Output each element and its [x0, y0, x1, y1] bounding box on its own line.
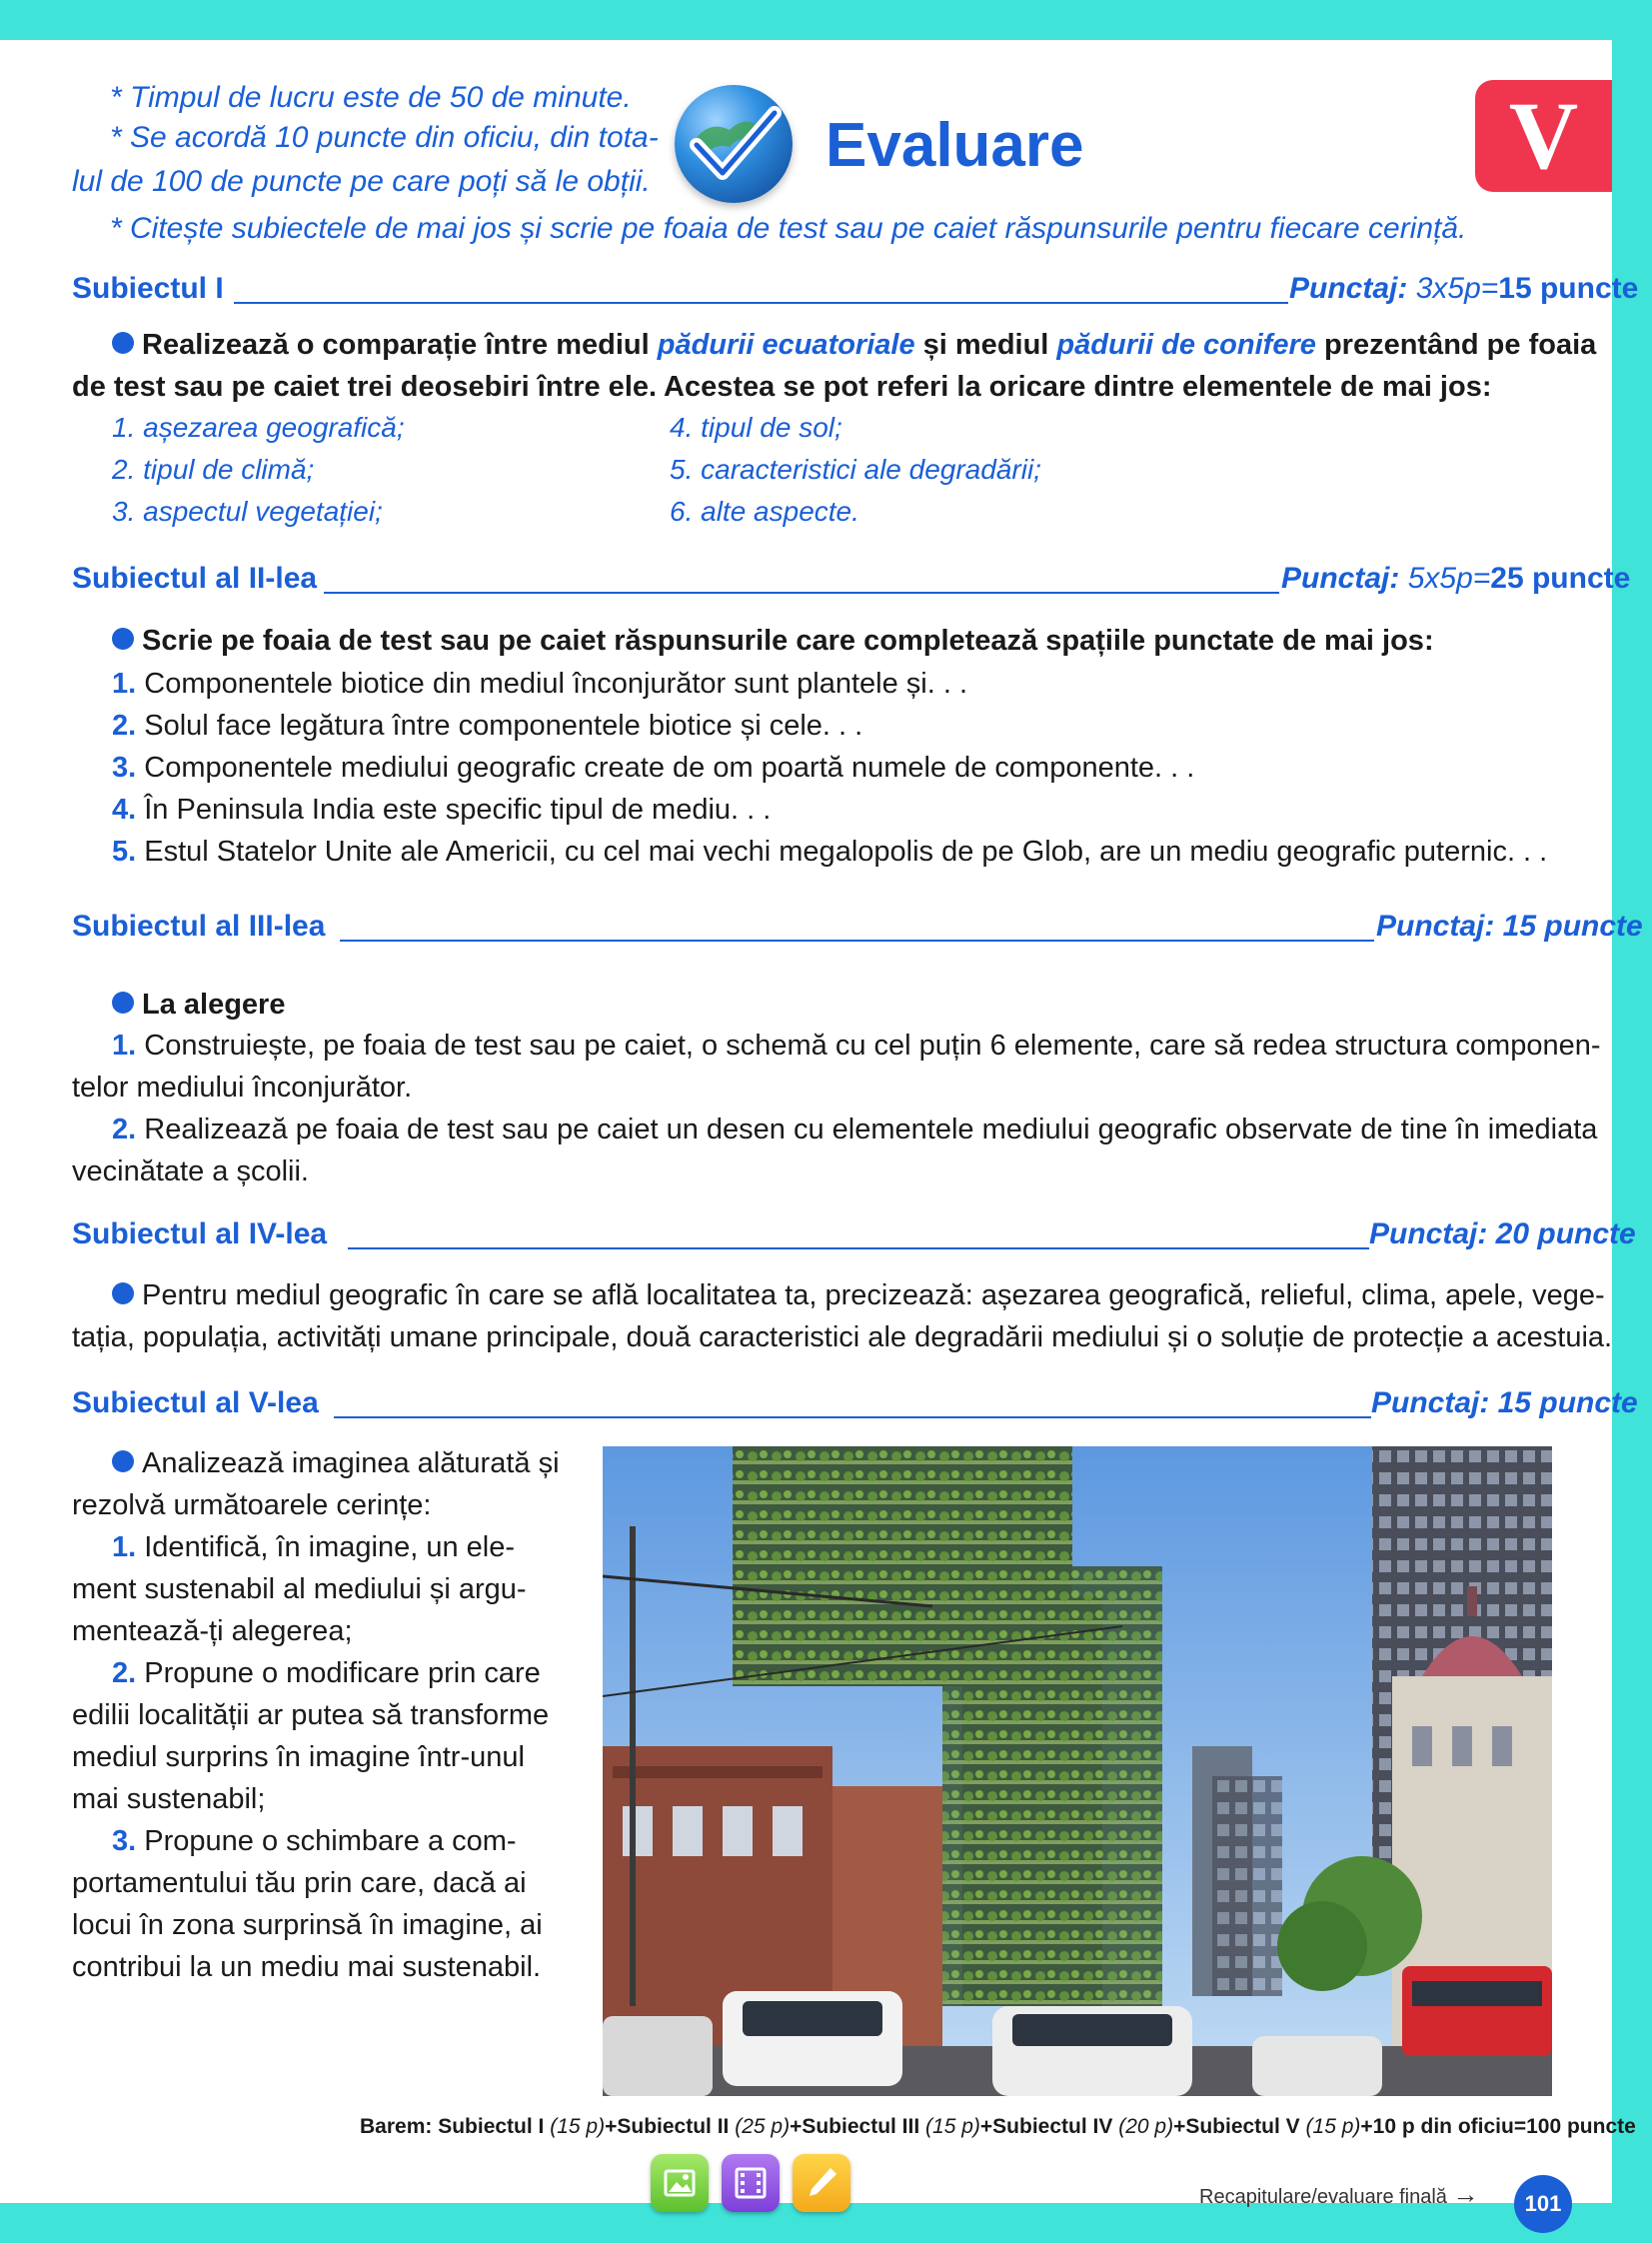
subject-5-item-1: 1. Identifică, în imagine, un ele- [112, 1531, 516, 1563]
subject-5-line-13: contribui la un mediu mai sustenabil. [72, 1951, 542, 1983]
subject-5-line-4: ment sustenabil al mediului și argu- [72, 1573, 527, 1605]
subject-5-line-7: edilii localității ar putea să transforme [72, 1699, 550, 1731]
intro-points-note-cont: lul de 100 de puncte pe care poți să le obții. [72, 165, 651, 198]
intro-time-note: * Timpul de lucru este de 50 de minute. [110, 81, 632, 114]
subject-1-instruction: Realizează o comparație între mediul pădurii ecuatoriale și mediul pădurii de conifere prezentând pe foaia [72, 324, 1571, 366]
subject-5-title: Subiectul al V-lea [72, 1386, 319, 1419]
green-building-photo [603, 1446, 1552, 2096]
subject-1-score: Punctaj: 3x5p=15 puncte [1289, 272, 1639, 305]
option-6: 6. alte aspecte. [670, 496, 859, 527]
grading-scheme: Barem: Subiectul I (15 p)+Subiectul II (25 p)+Subiectul III (15 p)+Subiectul IV (20 p)+Subiectul V (15 p)+10 p din oficiu=100 puncte [360, 2115, 1636, 2138]
subject-5-line-11: portamentului tău prin care, dacă ai [72, 1867, 527, 1899]
option-2: 2. tipul de climă; [112, 454, 315, 485]
subject-5-item-2: 2. Propune o modificare prin care [112, 1657, 541, 1689]
subject-2-item-2: 2. Solul face legătura între componentele biotice și cele. . . [112, 710, 863, 742]
subject-2-title: Subiectul al II-lea [72, 562, 318, 595]
subject-2-rule [324, 592, 1279, 594]
subject-5-line-2: rezolvă următoarele cerințe: [72, 1489, 432, 1521]
subject-3-score: Punctaj: 15 puncte [1376, 910, 1643, 943]
subject-5-line-1: Analizează imaginea alăturată și [112, 1447, 560, 1480]
pencil-edit-icon[interactable] [793, 2154, 850, 2212]
bullet-icon [112, 992, 134, 1014]
page-title: Evaluare [826, 111, 1084, 180]
subject-4-instruction: Pentru mediul geografic în care se află localitatea ta, precizează: așezarea geografică, relieful, clima, apele, vege- [112, 1279, 1605, 1312]
subject-5-line-12: locui în zona surprinsă în imagine, ai [72, 1909, 543, 1941]
right-frame-bar [1612, 0, 1652, 2243]
subject-5-line-9: mai sustenabil; [72, 1783, 266, 1815]
option-1: 1. așezarea geografică; [112, 412, 405, 443]
subject-4-score: Punctaj: 20 puncte [1369, 1217, 1636, 1250]
page-number: 101 [1514, 2175, 1572, 2233]
subject-1-rule [234, 302, 1288, 304]
image-gallery-icon[interactable] [651, 2154, 709, 2212]
subject-3-rule [340, 940, 1374, 942]
subject-3-item-1-cont: telor mediului înconjurător. [72, 1072, 413, 1104]
globe-check-icon [675, 85, 793, 203]
arrow-right-icon: → [1452, 2179, 1479, 2209]
video-film-icon[interactable] [722, 2154, 780, 2212]
subject-4-rule [348, 1247, 1369, 1249]
subject-3-title: Subiectul al III-lea [72, 910, 326, 943]
subject-2-instruction: Scrie pe foaia de test sau pe caiet răspunsurile care completează spațiile punctate de mai jos: [112, 620, 1434, 662]
subject-4-instruction-cont: tația, populația, activități umane principale, două caracteristici ale degradării mediului și o soluție de protecție a acestuia. [72, 1321, 1613, 1353]
option-4: 4. tipul de sol; [670, 412, 842, 443]
bullet-icon [112, 628, 134, 650]
subject-3-item-2-cont: vecinătate a școlii. [72, 1155, 309, 1187]
subject-1-instruction-cont: de test sau pe caiet trei deosebiri între ele. Acestea se pot referi la oricare dintre elementele de mai jos: [72, 371, 1492, 403]
unit-badge: V [1475, 80, 1612, 192]
bullet-icon [112, 332, 134, 354]
subject-2-item-3: 3. Componentele mediului geografic create de om poartă numele de componente. . . [112, 752, 1195, 784]
option-5: 5. caracteristici ale degradării; [670, 454, 1041, 485]
bullet-icon [112, 1282, 134, 1304]
subject-5-rule [334, 1416, 1371, 1418]
top-frame-bar [0, 0, 1652, 40]
subject-2-item-4: 4. În Peninsula India este specific tipul de mediu. . . [112, 794, 772, 826]
intro-instructions: * Citește subiectele de mai jos și scrie pe foaia de test sau pe caiet răspunsurile pentru fiecare cerință. [110, 212, 1467, 245]
subject-3-instruction: La alegere [112, 984, 285, 1026]
intro-points-note: * Se acordă 10 puncte din oficiu, din tota- [110, 121, 659, 154]
subject-5-line-8: mediul surprins în imagine într-unul [72, 1741, 525, 1773]
subject-2-item-5: 5. Estul Statelor Unite ale Americii, cu cel mai vechi megalopolis de pe Glob, are un mediu geografic puternic. . . [112, 836, 1548, 868]
subject-2-score: Punctaj: 5x5p=25 puncte [1281, 562, 1631, 595]
subject-5-score: Punctaj: 15 puncte [1371, 1386, 1638, 1419]
subject-2-item-1: 1. Componentele biotice din mediul înconjurător sunt plantele și. . . [112, 668, 968, 700]
subject-5-line-5: mentează-ți alegerea; [72, 1615, 353, 1647]
subject-1-title: Subiectul I [72, 272, 224, 305]
option-3: 3. aspectul vegetației; [112, 496, 383, 527]
subject-4-title: Subiectul al IV-lea [72, 1217, 328, 1250]
subject-3-item-2: 2. Realizează pe foaia de test sau pe caiet un desen cu elementele mediului geografic observate de tine în imediata [112, 1114, 1598, 1145]
footer-nav-link[interactable]: Recapitulare/evaluare finală → [1199, 2179, 1479, 2209]
subject-5-item-3: 3. Propune o schimbare a com- [112, 1825, 517, 1857]
subject-3-item-1: 1. Construiește, pe foaia de test sau pe caiet, o schemă cu cel puțin 6 elemente, care să redea structura componen- [112, 1030, 1601, 1062]
bullet-icon [112, 1450, 134, 1472]
